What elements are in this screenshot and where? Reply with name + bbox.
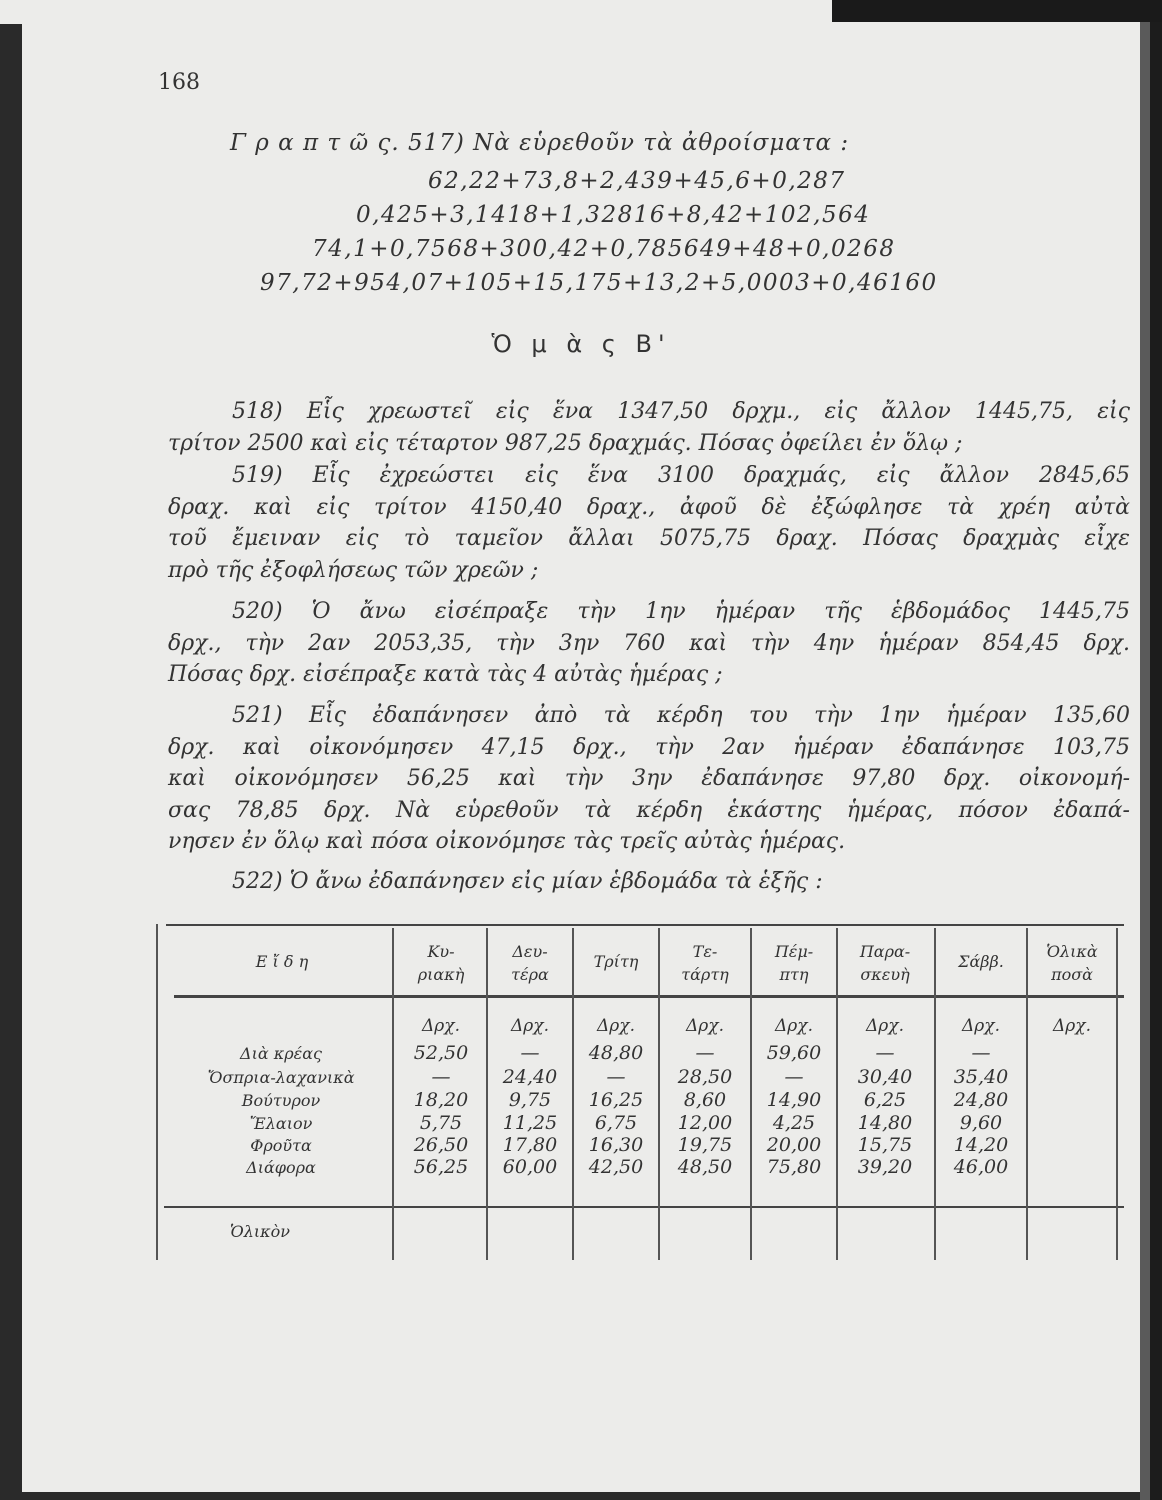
table-cell: 14,20 xyxy=(953,1134,1009,1156)
header-text: τάρτη xyxy=(681,965,729,984)
table-column-rule xyxy=(658,928,660,1260)
table-column-rule xyxy=(750,928,752,1260)
table-cell: 11,25 xyxy=(502,1112,558,1134)
header-text: Ὁλικὰ xyxy=(1046,942,1098,961)
table-cell: 8,60 xyxy=(683,1089,727,1111)
header-text: ποσὰ xyxy=(1051,965,1093,984)
sum-line: 74,1+0,7568+300,42+0,785649+48+0,0268 xyxy=(312,236,896,262)
text-line: 521) Εἷς ἐδαπάνησεν ἀπὸ τὰ κέρδη του τὴν 1ην ἡμέραν 135,60 xyxy=(232,703,1130,728)
unit-label: Δρχ. xyxy=(597,1016,635,1036)
table-header-cell xyxy=(398,942,484,984)
header-text: ριακὴ xyxy=(417,965,465,984)
table-cell: — xyxy=(520,1042,540,1064)
header-text: Παρα- xyxy=(859,942,911,961)
table-cell: 18,20 xyxy=(413,1089,469,1111)
sum-line: 62,22+73,8+2,439+45,6+0,287 xyxy=(428,168,846,194)
table-header-cell xyxy=(754,942,834,984)
exercise-paragraph xyxy=(168,866,1130,898)
total-row-label: Ὁλικὸν xyxy=(230,1222,291,1241)
sum-line: 97,72+954,07+105+15,175+13,2+5,0003+0,46160 xyxy=(260,270,938,296)
table-cell: 6,25 xyxy=(863,1089,907,1111)
text-line: δραχ. καὶ εἰς τρίτον 4150,40 δραχ., ἀφοῦ δὲ ἐξώφλησε τὰ χρέη αὐτὰ xyxy=(168,494,1130,520)
text-line: δρχ., τὴν 2αν 2053,35, τὴν 3ην 760 καὶ τὴν 4ην ἡμέραν 854,45 δρχ. xyxy=(168,630,1130,656)
text-line: 522) Ὁ ἄνω ἐδαπάνησεν εἰς μίαν ἑβδομάδα τὰ ἑξῆς : xyxy=(232,869,823,894)
table-header-cell xyxy=(176,952,388,971)
text-line: σας 78,85 δρχ. Νὰ εὑρεθοῦν τὰ κέρδη ἑκάστης ἡμέρας, πόσον ἐδαπά- xyxy=(168,797,1130,823)
table-column-rule xyxy=(156,924,158,1260)
header-text: Πέμ- xyxy=(774,942,814,961)
unit-label: Δρχ. xyxy=(422,1016,460,1036)
table-cell: 4,25 xyxy=(772,1112,816,1134)
table-total-rule xyxy=(164,1206,1124,1208)
row-label: Ὄσπρια-λαχανικὰ xyxy=(207,1068,355,1087)
group-title: Ὁ μ ὰ ς Β' xyxy=(491,330,671,358)
text-line: τρίτον 2500 καὶ εἰς τέταρτον 987,25 δραχμάς. Πόσας ὀφείλει ἐν ὅλῳ ; xyxy=(168,430,963,456)
row-label: Ἔλαιον xyxy=(249,1114,313,1133)
text-line: πρὸ τῆς ἐξοφλήσεως τῶν χρεῶν ; xyxy=(168,557,539,583)
page-number: 168 xyxy=(158,70,200,95)
table-column-rule xyxy=(934,928,936,1260)
text-line: καὶ οἰκονόμησεν 56,25 καὶ τὴν 3ην ἐδαπάνησε 97,80 δρχ. οἰκονομή- xyxy=(168,766,1130,791)
unit-label: Δρχ. xyxy=(1053,1016,1091,1036)
table-cell: 24,40 xyxy=(502,1066,558,1088)
header-text: σκευὴ xyxy=(860,965,910,984)
header-text: Κυ- xyxy=(427,942,455,961)
table-cell: 17,80 xyxy=(502,1134,558,1156)
text-line: νησεν ἐν ὅλῳ καὶ πόσα οἰκονόμησε τὰς τρεῖς αὐτὰς ἡμέρας. xyxy=(168,829,846,854)
table-cell: 42,50 xyxy=(588,1156,644,1178)
exercise-paragraph xyxy=(168,460,1130,586)
table-cell: — xyxy=(606,1066,626,1088)
header-text: Τε- xyxy=(692,942,718,961)
table-top-rule xyxy=(166,924,1124,926)
table-cell: 48,80 xyxy=(588,1042,644,1064)
exercise-paragraph xyxy=(168,700,1130,858)
table-cell: 19,75 xyxy=(677,1134,733,1156)
table-column-rule xyxy=(486,928,488,1260)
table-cell: — xyxy=(971,1042,991,1064)
text-line: 520) Ὁ ἄνω εἰσέπραξε τὴν 1ην ἡμέραν τῆς ἑβδομάδος 1445,75 xyxy=(232,599,1130,624)
text-line: 519) Εἷς ἐχρεώστει εἰς ἕνα 3100 δραχμάς, εἰς ἄλλον 2845,65 xyxy=(232,463,1130,488)
table-cell: 9,60 xyxy=(959,1112,1003,1134)
table-header-cell xyxy=(1030,942,1114,984)
table-cell: 16,25 xyxy=(588,1089,644,1111)
scan-dark-corner xyxy=(832,0,1162,24)
table-cell: — xyxy=(695,1042,715,1064)
header-text: Σάββ. xyxy=(958,952,1004,971)
sum-line: 0,425+3,1418+1,32816+8,42+102,564 xyxy=(356,202,871,228)
table-column-rule xyxy=(836,928,838,1260)
header-text: Δευ- xyxy=(512,942,548,961)
table-cell: 9,75 xyxy=(508,1089,552,1111)
exercise-paragraph xyxy=(168,596,1130,691)
table-cell: 16,30 xyxy=(588,1134,644,1156)
table-column-rule xyxy=(572,928,574,1260)
table-cell: 12,00 xyxy=(677,1112,733,1134)
unit-label: Δρχ. xyxy=(962,1016,1000,1036)
table-cell: 59,60 xyxy=(766,1042,822,1064)
header-text: τέρα xyxy=(511,965,549,984)
table-cell: 30,40 xyxy=(857,1066,913,1088)
row-label: Διὰ κρέας xyxy=(240,1044,322,1063)
exercise-paragraph xyxy=(168,396,1130,459)
table-header-cell xyxy=(662,942,748,984)
table-header-cell xyxy=(576,952,656,971)
text-line: 518) Εἷς χρεωστεῖ εἰς ἕνα 1347,50 δρχμ., εἰς ἄλλον 1445,75, εἰς xyxy=(232,399,1130,424)
table-header-cell xyxy=(490,942,570,984)
table-cell: 35,40 xyxy=(953,1066,1009,1088)
table-column-rule xyxy=(392,928,394,1260)
table-cell: — xyxy=(875,1042,895,1064)
table-cell: 60,00 xyxy=(502,1156,558,1178)
unit-label: Δρχ. xyxy=(511,1016,549,1036)
row-label: Διάφορα xyxy=(246,1158,316,1177)
row-label: Φροῦτα xyxy=(250,1136,312,1155)
table-cell: 14,80 xyxy=(857,1112,913,1134)
table-header-rule xyxy=(174,995,1124,998)
table-cell: 24,80 xyxy=(953,1089,1009,1111)
table-header-cell xyxy=(840,942,930,984)
table-cell: — xyxy=(784,1066,804,1088)
header-text: Ε ἴ δ η xyxy=(255,952,309,971)
table-cell: 28,50 xyxy=(677,1066,733,1088)
table-header-cell xyxy=(938,952,1024,971)
unit-label: Δρχ. xyxy=(866,1016,904,1036)
table-cell: 26,50 xyxy=(413,1134,469,1156)
header-text: πτη xyxy=(779,965,809,984)
table-column-rule xyxy=(1026,928,1028,1260)
table-cell: 46,00 xyxy=(953,1156,1009,1178)
unit-label: Δρχ. xyxy=(686,1016,724,1036)
text-line: δρχ. καὶ οἰκονόμησεν 47,15 δρχ., τὴν 2αν ἡμέραν ἐδαπάνησε 103,75 xyxy=(168,734,1130,760)
table-column-rule xyxy=(1116,928,1118,1260)
table-cell: 6,75 xyxy=(594,1112,638,1134)
table-cell: 5,75 xyxy=(419,1112,463,1134)
table-cell: 20,00 xyxy=(766,1134,822,1156)
unit-label: Δρχ. xyxy=(775,1016,813,1036)
table-cell: 15,75 xyxy=(857,1134,913,1156)
table-cell: 52,50 xyxy=(413,1042,469,1064)
table-cell: 14,90 xyxy=(766,1089,822,1111)
scan-right-edge-dark xyxy=(1150,22,1162,1500)
table-cell: 39,20 xyxy=(857,1156,913,1178)
table-cell: 48,50 xyxy=(677,1156,733,1178)
row-label: Βούτυρον xyxy=(241,1091,321,1110)
text-line: Πόσας δρχ. εἰσέπραξε κατὰ τὰς 4 αὐτὰς ἡμέρας ; xyxy=(168,662,723,687)
table-cell: — xyxy=(431,1066,451,1088)
exercise-517-heading: Γ ρ α π τ ῶ ς. 517) Νὰ εὑρεθοῦν τὰ ἀθροίσματα : xyxy=(230,130,850,156)
table-cell: 75,80 xyxy=(766,1156,822,1178)
text-line: τοῦ ἔμειναν εἰς τὸ ταμεῖον ἄλλαι 5075,75 δραχ. Πόσας δραχμὰς εἶχε xyxy=(168,526,1130,551)
table-cell: 56,25 xyxy=(413,1156,469,1178)
header-text: Τρίτη xyxy=(593,952,639,971)
